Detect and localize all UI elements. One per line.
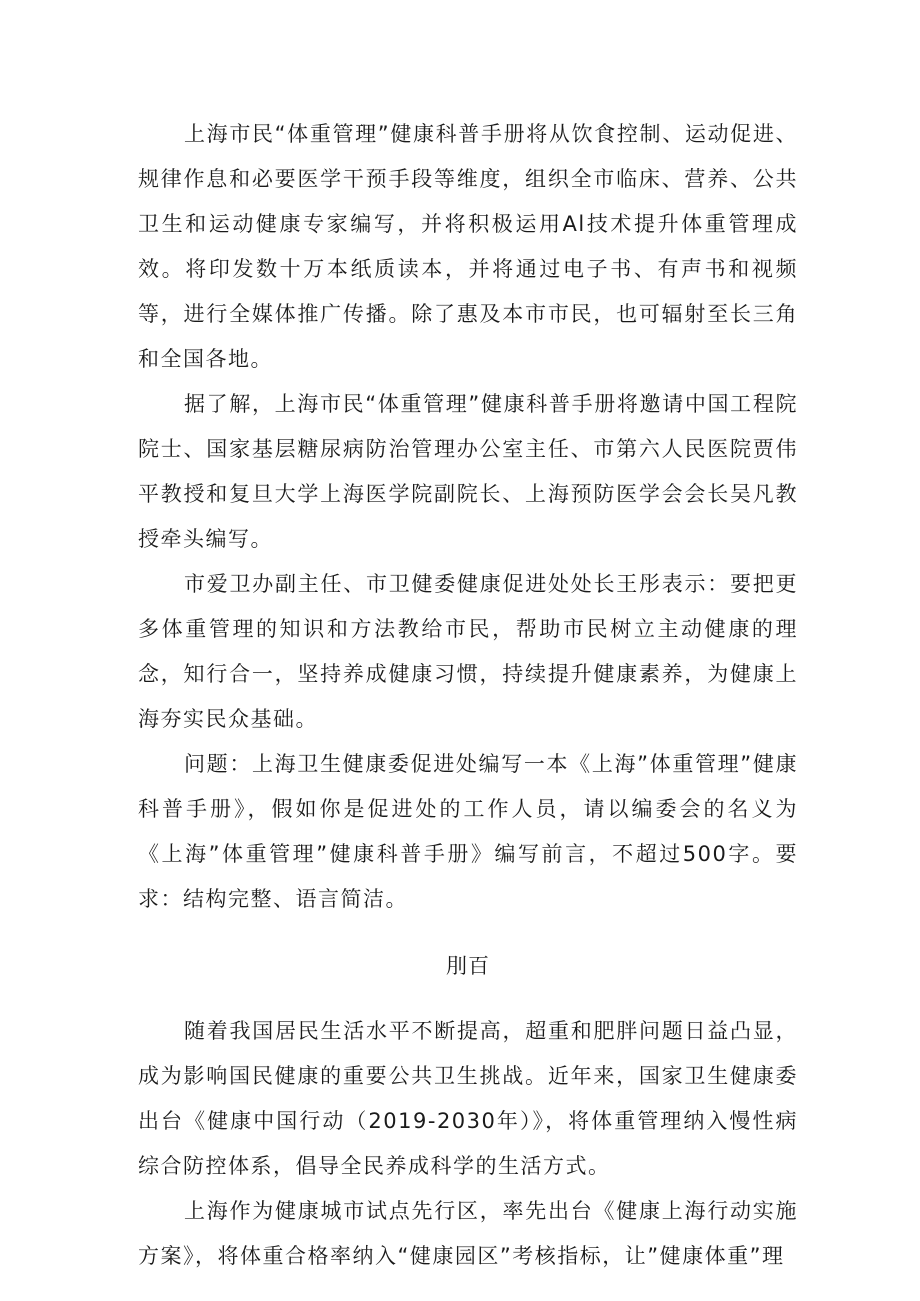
body-paragraph-1: 随着我国居民生活水平不断提高，超重和肥胖问题日益凸显，成为影响国民健康的重要公共卫生挑战。近年来，国家卫生健康委出台《健康中国行动（2019-2030年）》，将体重管理纳入慢性病综合防控体系，倡导全民养成科学的生活方式。 — [138, 1019, 798, 1178]
intro-paragraph-3: 市爱卫办副主任、市卫健委健康促进处处长王彤表示：要把更多体重管理的知识和方法教给市民，帮助市民树立主动健康的理念，知行合一，坚持养成健康习惯，持续提升健康素养，为健康上海夯实民众基础。 — [138, 572, 798, 731]
body-paragraph-2: 上海作为健康城市试点先行区，率先出台《健康上海行动实施方案》，将体重合格率纳入“健康园区”考核指标，让”健康体重”理 — [138, 1199, 798, 1268]
section-heading: 刖百 — [446, 954, 490, 978]
question-paragraph: 问题：上海卫生健康委促进处编写一本《上海”体重管理”健康科普手册》，假如你是促进处的工作人员，请以编委会的名义为《上海”体重管理”健康科普手册》编写前言，不超过500字。要求：结构完整、语言简洁。 — [138, 752, 798, 911]
intro-paragraph-2: 据了解，上海市民“体重管理”健康科普手册将邀请中国工程院院士、国家基层糖尿病防治管理办公室主任、市第六人民医院贾伟平教授和复旦大学上海医学院副院长、上海预防医学会会长吴凡教授牵头编写。 — [138, 392, 798, 551]
intro-paragraph-1: 上海市民“体重管理”健康科普手册将从饮食控制、运动促进、规律作息和必要医学干预手段等维度，组织全市临床、营养、公共卫生和运动健康专家编写，并将积极运用Al技术提升体重管理成效。将印发数十万本纸质读本，并将通过电子书、有声书和视频等，进行全媒体推广传播。除了惠及本市市民，也可辐射至长三角和全国各地。 — [138, 122, 798, 371]
document-page — [138, 112, 798, 1279]
